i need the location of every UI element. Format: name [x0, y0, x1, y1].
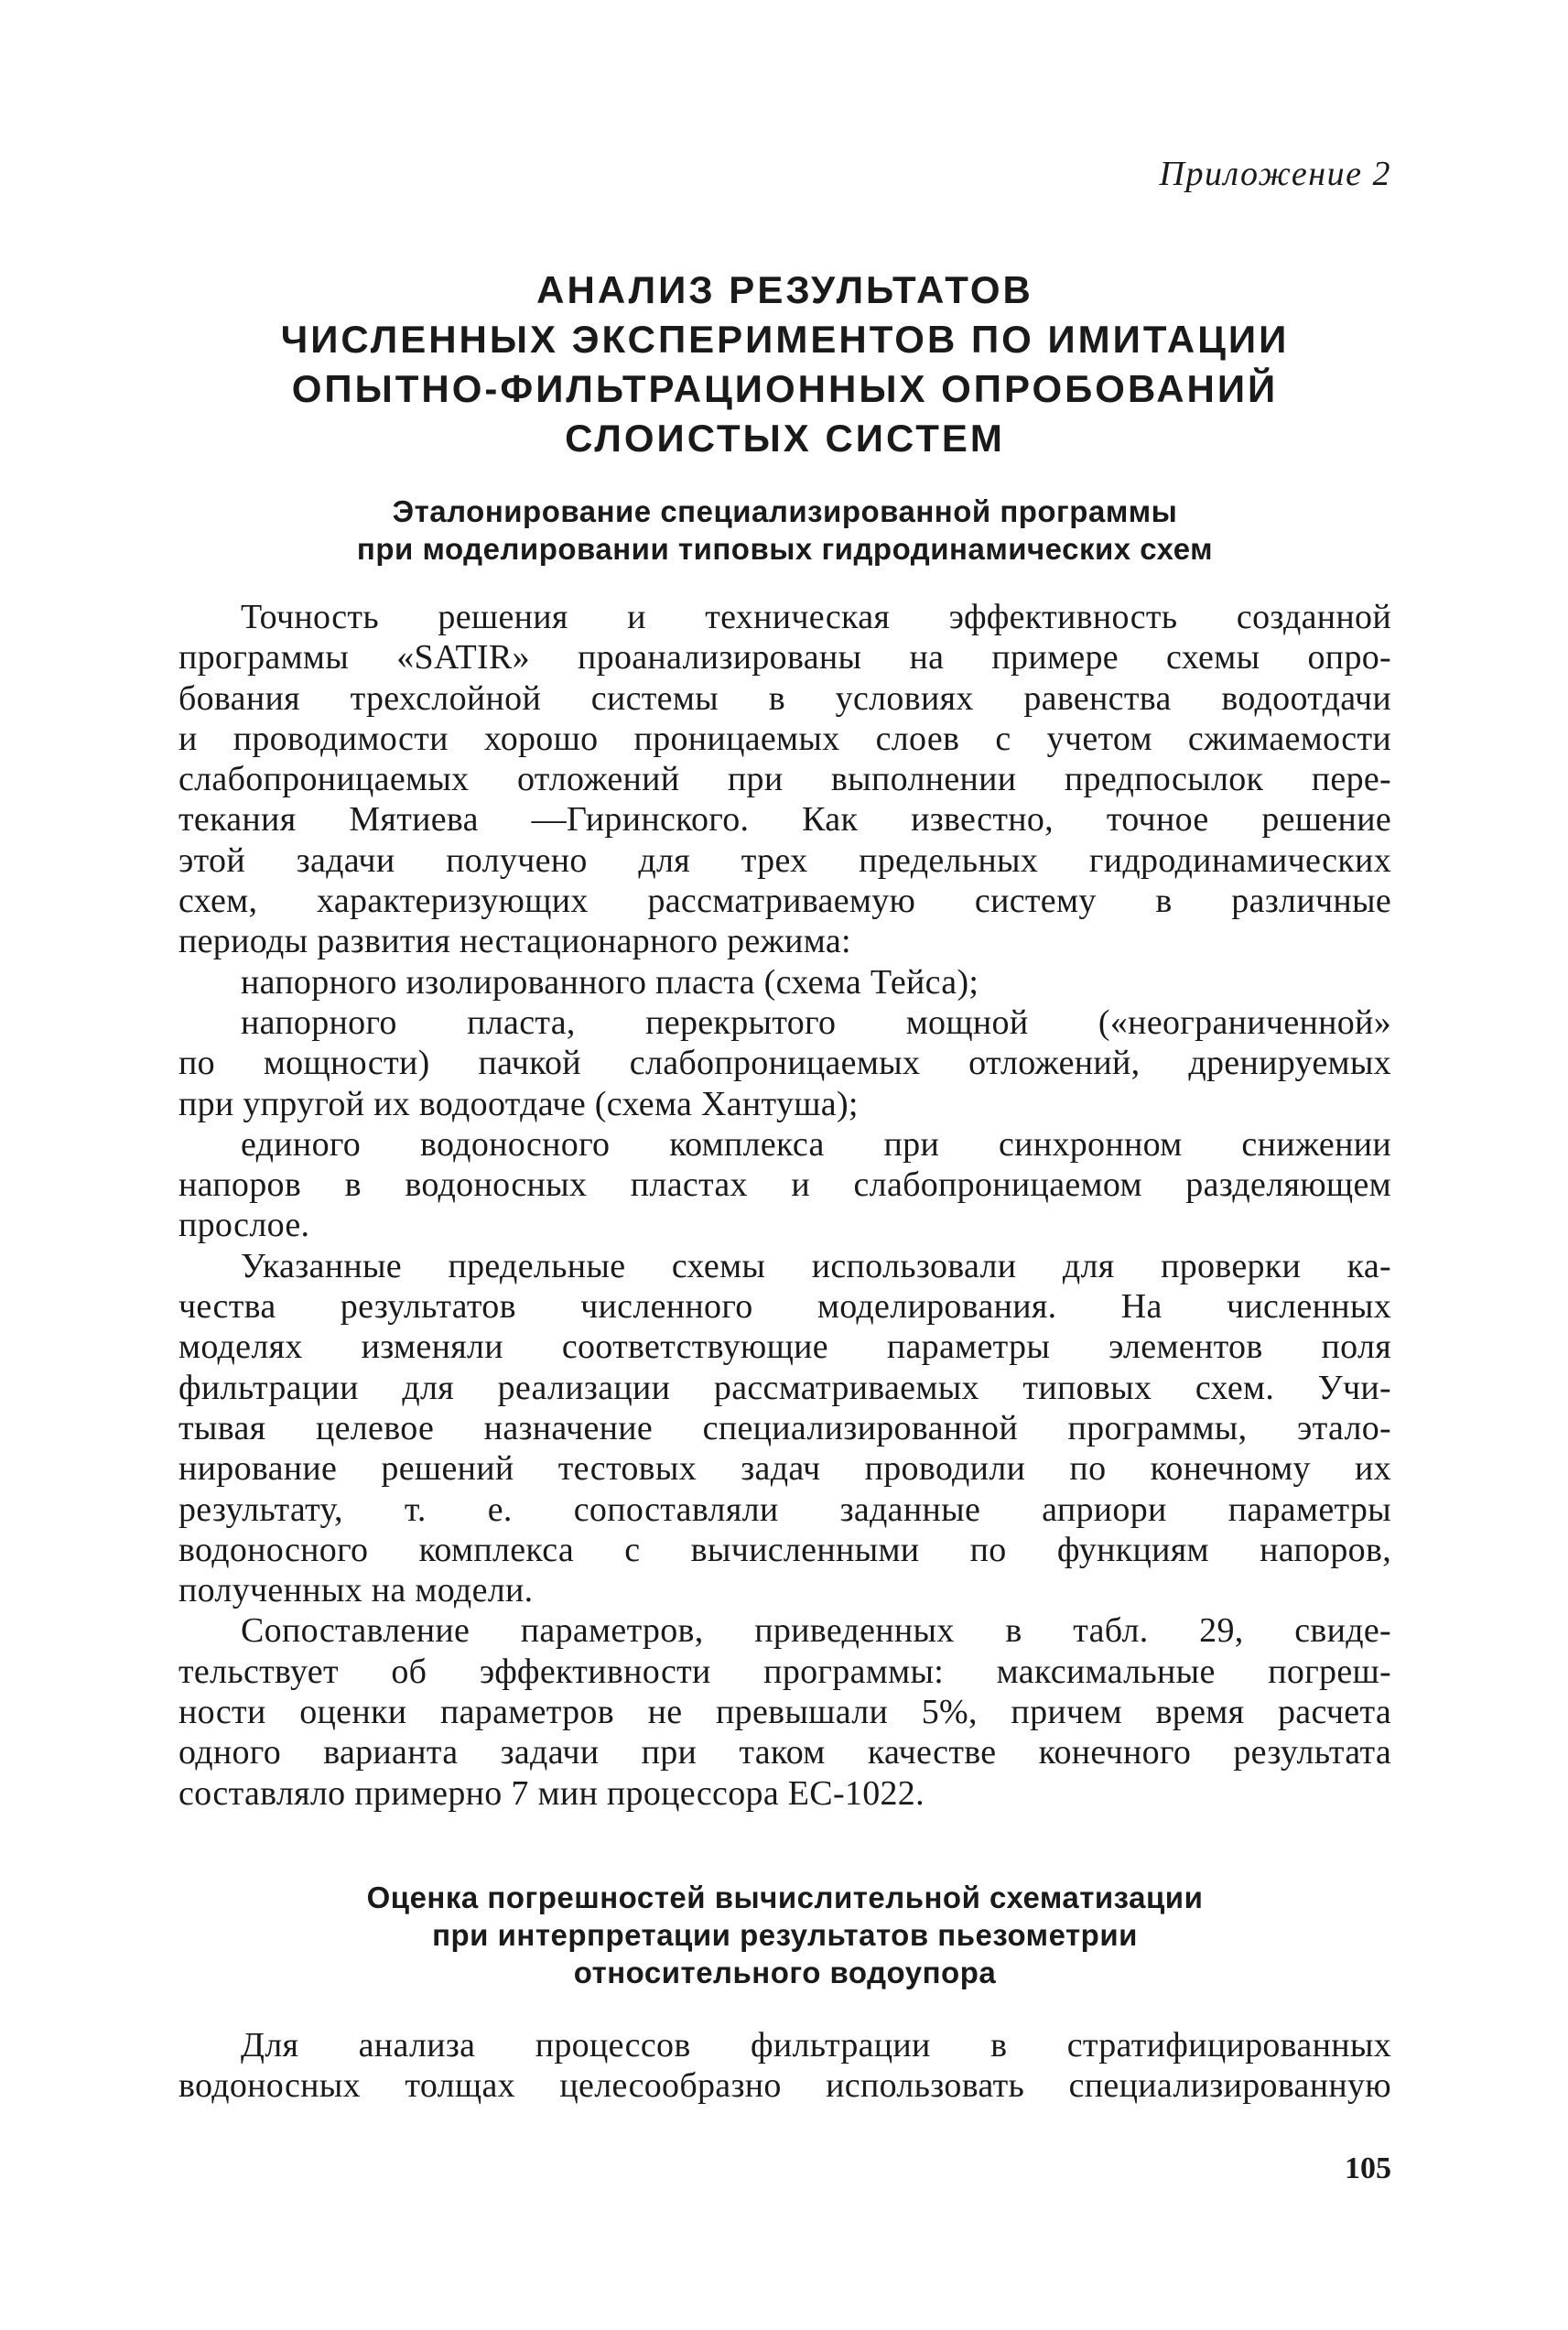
section-heading-line: при моделировании типовых гидродинамических схем — [356, 532, 1214, 566]
text-line: тельствует об эффективности программы: максимальные погреш- — [178, 1652, 1391, 1691]
chapter-title-line: ОПЫТНО-ФИЛЬТРАЦИОННЫХ ОПРОБОВАНИЙ — [291, 367, 1279, 410]
section-heading-line: при интерпретации результатов пьезометрии — [432, 1918, 1138, 1952]
section-heading-calibration — [178, 493, 1391, 568]
section-heading-errors — [178, 1879, 1391, 1991]
text-line: Для анализа процессов фильтрации в стратифицированных — [241, 2026, 1391, 2064]
text-line: программы «SATIR» проанализированы на примере схемы опро- — [178, 638, 1391, 677]
text-line: единого водоносного комплекса при синхронном снижении — [241, 1124, 1391, 1164]
chapter-title-line: СЛОИСТЫХ СИСТЕМ — [565, 417, 1005, 460]
text-line: полученных на модели. — [178, 1571, 534, 1610]
text-line: текания Мятиева —Гиринского. Как известно, точное решение — [178, 800, 1391, 840]
text-line: схем, характеризующих рассматриваемую систему в различные — [178, 882, 1391, 921]
text-line: тывая целевое назначение специализированной программы, этало- — [178, 1408, 1391, 1447]
text-line: периоды развития нестационарного режима: — [178, 922, 851, 961]
section-heading-line: Эталонирование специализированной программы — [392, 494, 1178, 528]
book-page — [178, 0, 1391, 2330]
text-line: Сопоставление параметров, приведенных в табл. 29, свиде- — [241, 1611, 1391, 1651]
text-line: составляло примерно 7 мин процессора ЕС-1022. — [178, 1773, 925, 1813]
text-line: прослое. — [178, 1206, 310, 1245]
section-body-errors — [178, 2025, 1391, 2107]
page-number: 105 — [1345, 2151, 1391, 2185]
text-line: слабопроницаемых отложений при выполнении предпосылок пере- — [178, 760, 1391, 799]
text-line: бования трехслойной системы в условиях равенства водоотдачи — [178, 678, 1391, 718]
text-line: этой задачи получено для трех предельных гидродинамических — [178, 840, 1391, 880]
text-line: ности оценки параметров не превышали 5%, причем время расчета — [178, 1693, 1391, 1732]
chapter-title — [178, 266, 1391, 463]
running-head: Приложение 2 — [1159, 155, 1391, 193]
text-line: при упругой их водоотдаче (схема Хантуша); — [178, 1084, 859, 1123]
text-line: одного варианта задачи при таком качестве конечного результата — [178, 1733, 1391, 1772]
text-line: Точность решения и техническая эффективность созданной — [241, 598, 1391, 636]
text-line: нирование решений тестовых задач проводили по конечному их — [178, 1449, 1391, 1489]
text-line: чества результатов численного моделирования. На численных — [178, 1287, 1391, 1327]
text-line: напорного изолированного пласта (схема Тейса); — [241, 962, 979, 1002]
section-body-calibration — [178, 597, 1391, 1814]
chapter-title-line: ЧИСЛЕННЫХ ЭКСПЕРИМЕНТОВ ПО ИМИТАЦИИ — [280, 318, 1290, 361]
text-line: Указанные предельные схемы использовали для проверки ка- — [241, 1246, 1391, 1285]
text-line: водоносного комплекса с вычисленными по функциям напоров, — [178, 1530, 1391, 1569]
section-heading-line: относительного водоупора — [573, 1956, 997, 1989]
text-line: напорного пласта, перекрытого мощной («неограниченной» — [241, 1002, 1391, 1042]
chapter-title-line: АНАЛИЗ РЕЗУЛЬТАТОВ — [536, 268, 1033, 311]
text-line: напоров в водоносных пластах и слабопроницаемом разделяющем — [178, 1165, 1391, 1205]
text-line: моделях изменяли соответствующие параметры элементов поля — [178, 1328, 1391, 1367]
text-line: по мощности) пачкой слабопроницаемых отложений, дренируемых — [178, 1044, 1391, 1083]
text-line: и проводимости хорошо проницаемых слоев с учетом сжимаемости — [178, 719, 1391, 758]
text-line: результату, т. е. сопоставляли заданные априори параметры — [178, 1490, 1391, 1529]
text-line: водоносных толщах целесообразно использовать специализированную — [178, 2066, 1391, 2106]
section-heading-line: Оценка погрешностей вычислительной схематизации — [366, 1880, 1204, 1914]
text-line: фильтрации для реализации рассматриваемых типовых схем. Учи- — [178, 1368, 1391, 1407]
